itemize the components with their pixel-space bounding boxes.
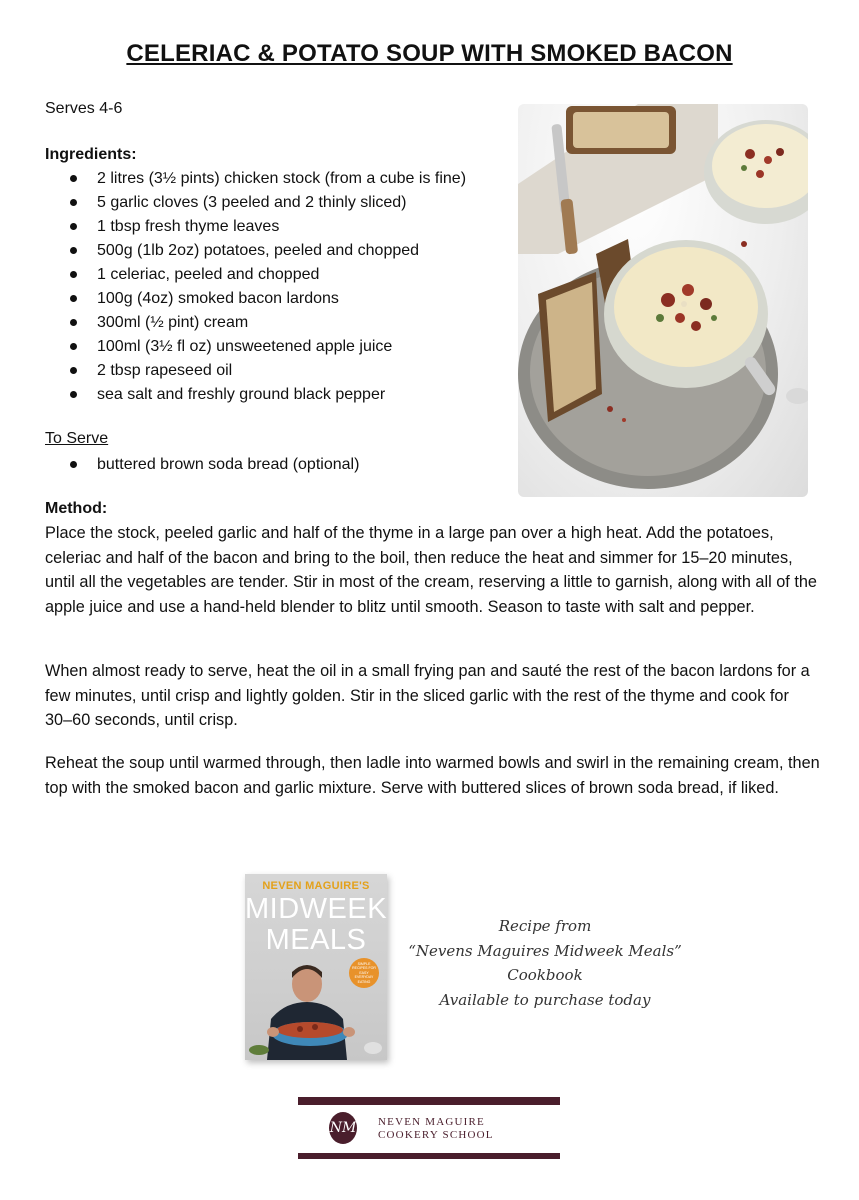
book-author: NEVEN MAGUIRE'S — [262, 880, 370, 892]
ingredient-item: 2 tbsp rapeseed oil — [70, 359, 510, 383]
ingredient-item: 1 celeriac, peeled and chopped — [70, 263, 510, 287]
credit-line: Cookbook — [507, 966, 583, 984]
logo-bar-bottom — [298, 1153, 560, 1159]
logo-line2: COOKERY SCHOOL — [378, 1129, 494, 1141]
ingredient-item: 1 tbsp fresh thyme leaves — [70, 215, 510, 239]
book-badge: SIMPLE RECIPES FOR EASY EVERYDAY EATING — [349, 958, 379, 988]
ingredient-item: 500g (1lb 2oz) potatoes, peeled and chopped — [70, 239, 510, 263]
to-serve-heading: To Serve — [45, 430, 109, 447]
to-serve-list — [70, 453, 510, 477]
cookbook-cover — [245, 874, 387, 1060]
credit-line: Recipe from — [498, 917, 592, 935]
to-serve-item: buttered brown soda bread (optional) — [70, 453, 510, 477]
ingredient-item: 100ml (3½ fl oz) unsweetened apple juice — [70, 335, 510, 359]
credit-line: “Nevens Maguires Midweek Meals” — [408, 941, 682, 960]
ingredient-item: 2 litres (3½ pints) chicken stock (from a cube is fine) — [70, 167, 510, 191]
method-paragraph: When almost ready to serve, heat the oil in a small frying pan and sauté the rest of the bacon lardons for a few minutes, until crisp and lightly golden. Stir in the sliced garlic with the rest of the thyme and cook for 30–60 seconds, until crisp. — [45, 662, 810, 729]
ingredient-item: sea salt and freshly ground black pepper — [70, 383, 510, 407]
ingredients-heading: Ingredients: — [45, 146, 137, 163]
ingredient-item: 5 garlic cloves (3 peeled and 2 thinly sliced) — [70, 191, 510, 215]
chef-illustration — [245, 874, 387, 1060]
method-heading: Method: — [45, 500, 108, 517]
logo-monogram: NM — [329, 1112, 357, 1144]
book-title-line2: MEALS — [265, 924, 367, 956]
ingredients-list — [70, 167, 510, 407]
logo-bar-top — [298, 1097, 560, 1105]
ingredient-item: 300ml (½ pint) cream — [70, 311, 510, 335]
recipe-title: CELERIAC & POTATO SOUP WITH SMOKED BACON — [126, 40, 733, 67]
credit-line: Available to purchase today — [439, 990, 651, 1009]
ingredient-item: 100g (4oz) smoked bacon lardons — [70, 287, 510, 311]
book-title-line1: MIDWEEK — [245, 893, 387, 925]
cookery-school-logo — [298, 1097, 560, 1159]
soup-photo — [518, 104, 808, 497]
method-paragraph: Place the stock, peeled garlic and half of the thyme in a large pan over a high heat. Add the potatoes, celeriac and half of the bacon and bring to the boil, then reduce the heat and simmer for 15–20 minutes, until all the vegetables are tender. Stir in most of the cream, reserving a little to garnish, along with all of the apple juice and use a hand-held blender to blitz until smooth. Season to taste with salt and pepper. — [45, 524, 817, 616]
method-paragraph: Reheat the soup until warmed through, then ladle into warmed bowls and swirl in the remaining cream, then top with the smoked bacon and garlic mixture. Serve with buttered slices of brown soda bread, if liked. — [45, 754, 820, 797]
recipe-credit — [400, 914, 690, 1012]
logo-line1: NEVEN MAGUIRE — [378, 1116, 485, 1128]
soup-illustration — [518, 104, 808, 497]
serves-text: Serves 4-6 — [45, 100, 123, 117]
